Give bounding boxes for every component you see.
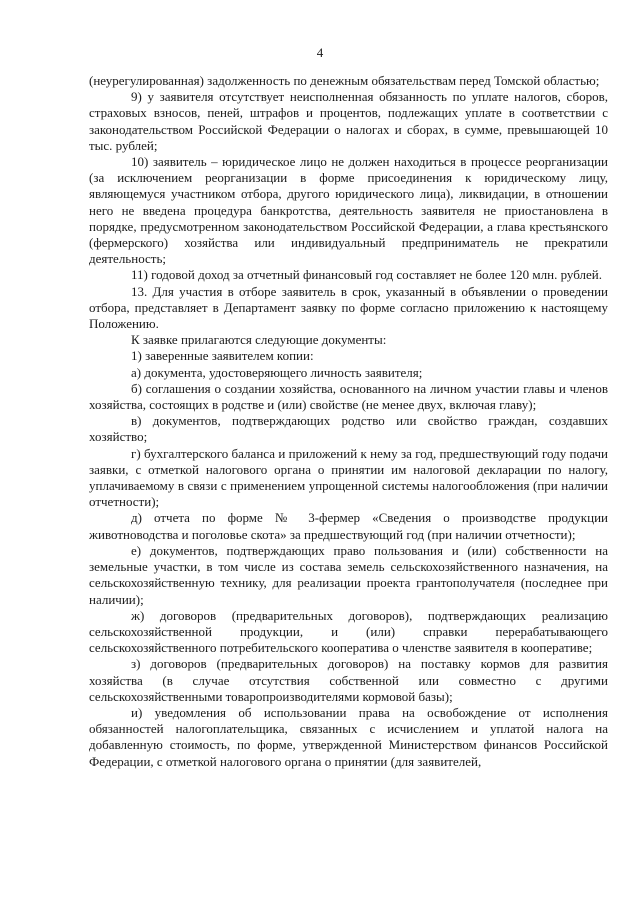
paragraph: в) документов, подтверждающих родство или свойство граждан, создавших хозяйство; xyxy=(89,413,608,445)
paragraph: К заявке прилагаются следующие документы: xyxy=(131,332,387,348)
paragraph: 1) заверенные заявителем копии: xyxy=(131,348,314,364)
paragraph: а) документа, удостоверяющего личность заявителя; xyxy=(131,364,423,380)
paragraph: б) соглашения о создании хозяйства, основанного на личном участии главы и членов хозяйства, состоящих в родстве и (или) свойстве (не менее двух, включая главу); xyxy=(89,380,608,413)
paragraph: 13. Для участия в отборе заявитель в срок, указанный в объявлении о проведении отбора, представляет в Департамент заявку по форме согласно приложению к настоящему Положению. xyxy=(89,283,608,332)
paragraph: (неурегулированная) задолженность по денежным обязательствам перед Томской областью; xyxy=(89,73,600,88)
paragraph: з) договоров (предварительных договоров) на поставку кормов для развития хозяйства (в случае отсутствия собственной или совместно с другими сельскохозяйственными товаропроизводителями кормовой базы); xyxy=(89,656,608,704)
paragraph: 9) у заявителя отсутствует неисполненная обязанность по уплате налогов, сборов, страховых взносов, пеней, штрафов и процентов, подлежащих уплате в соответствии с законодательством Российской Федерации о налогах и сборах, в сумме, превышающей 10 тыс. рублей; xyxy=(89,89,608,153)
paragraph: е) документов, подтверждающих право пользования и (или) собственности на земельные участки, в том числе из состава земель сельскохозяйственного назначения, на сельскохозяйственную технику, для реализации проекта грантополучателя (последнее при наличии); xyxy=(89,542,608,607)
paragraph: и) уведомления об использовании права на освобождение от исполнения обязанностей налогоплательщика, связанных с исчислением и уплатой налога на добавленную стоимость, по форме, утвержденной Министерством финансов Российской Федерации, с отметкой налогового органа о принятии (для заявителей, xyxy=(89,704,608,769)
page-number: 4 xyxy=(316,45,324,60)
paragraph: г) бухгалтерского баланса и приложений к нему за год, предшествующий году подачи заявки, с отметкой налогового органа о принятии им налоговой декларации по налогу, уплачиваемому в связи с применением упрощенной системы налогообложения (при наличии отчетности); xyxy=(89,445,608,510)
document-body xyxy=(89,73,608,770)
paragraph: ж) договоров (предварительных договоров), подтверждающих реализацию сельскохозяйственной продукции, и (или) справки перерабатывающего сельскохозяйственного потребительского кооператива о членстве заявителя в кооперативе; xyxy=(89,607,608,656)
paragraph: д) отчета по форме № 3-фермер «Сведения о производстве продукции животноводства и поголовье скота» за предшествующий год (при наличии отчетности); xyxy=(89,510,608,542)
paragraph: 11) годовой доход за отчетный финансовый год составляет не более 120 млн. рублей. xyxy=(131,267,602,283)
paragraph: 10) заявитель – юридическое лицо не должен находиться в процессе реорганизации (за исключением реорганизации в форме присоединения к юридическому лицу, являющемуся участником отбора, другого юридического лица), ликвидации, в отношении него не введена процедура банкротства, деятельность заявителя не приостановлена в порядке, предусмотренном законодательством Российской Федерации, а глава крестьянского (фермерского) хозяйства или индивидуальный предприниматель не прекратили деятельность; xyxy=(89,154,608,267)
